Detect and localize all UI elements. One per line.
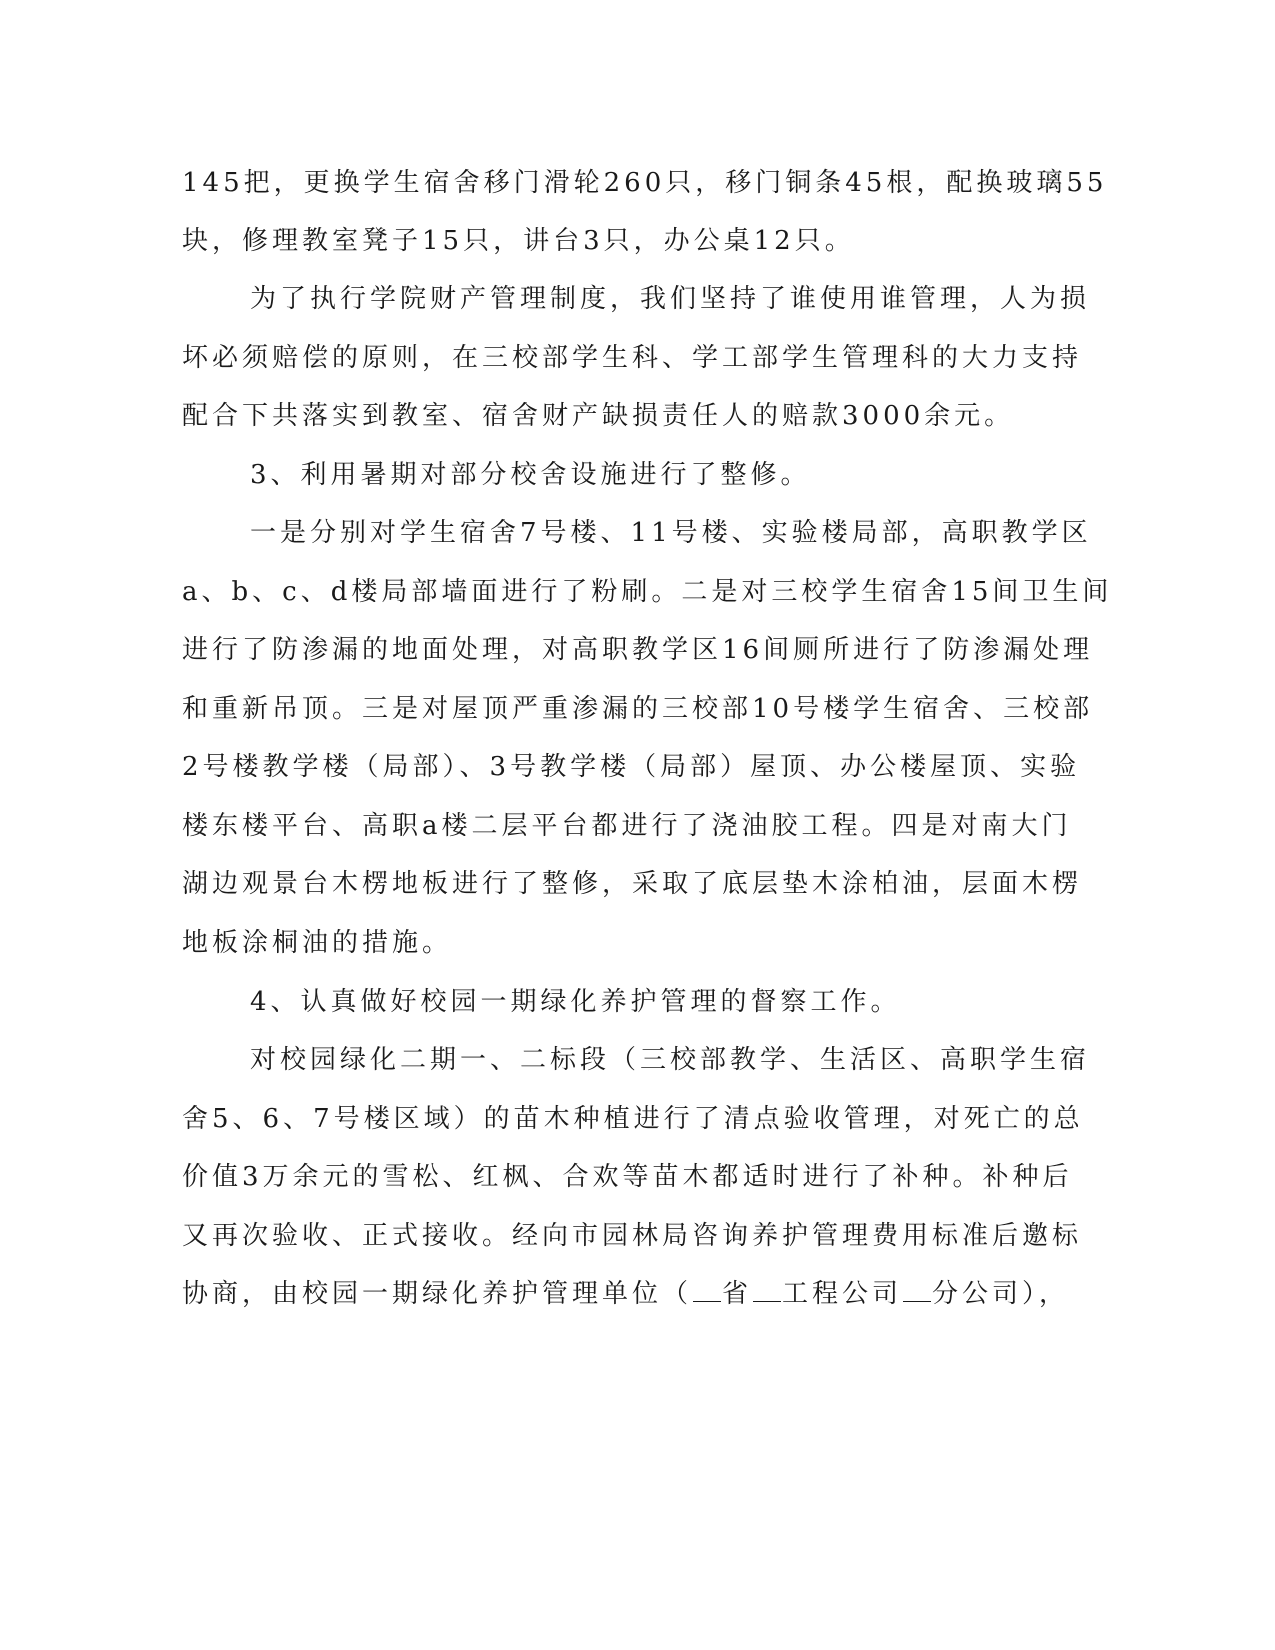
text-line: 2号楼教学楼（局部）、3号教学楼（局部）屋顶、办公楼屋顶、实验	[182, 752, 1081, 782]
text-line: 楼东楼平台、高职a楼二层平台都进行了浇油胶工程。四是对南大门	[182, 811, 1072, 841]
text-line: 又再次验收、正式接收。经向市园林局咨询养护管理费用标准后邀标	[182, 1221, 1083, 1251]
text-line: 湖边观景台木楞地板进行了整修，采取了底层垫木涂柏油，层面木楞	[182, 869, 1083, 899]
blank-underline	[903, 1279, 931, 1302]
blank-underline	[693, 1279, 721, 1302]
blank-underline	[753, 1279, 781, 1302]
text-segment: 分公司），	[932, 1279, 1070, 1309]
section-heading-3: 3、利用暑期对部分校舍设施进行了整修。	[250, 460, 811, 490]
text-line: 进行了防渗漏的地面处理，对高职教学区16间厕所进行了防渗漏处理	[182, 635, 1094, 665]
section-heading-4: 4、认真做好校园一期绿化养护管理的督察工作。	[250, 987, 901, 1017]
text-line: 配合下共落实到教室、宿舍财产缺损责任人的赔款3000余元。	[182, 401, 1015, 431]
text-line: 坏必须赔偿的原则，在三校部学生科、学工部学生管理科的大力支持	[182, 343, 1083, 373]
text-line: a、b、c、d楼局部墙面进行了粉刷。二是对三校学生宿舍15间卫生间	[182, 577, 1113, 607]
text-segment: 协商，由校园一期绿化养护管理单位（	[182, 1279, 693, 1309]
text-line: 块，修理教室凳子15只，讲台3只，办公桌12只。	[182, 226, 855, 256]
text-segment: 工程公司	[782, 1279, 903, 1309]
text-line: 价值3万余元的雪松、红枫、合欢等苗木都适时进行了补种。补种后	[182, 1162, 1073, 1192]
text-line: 145把，更换学生宿舍移门滑轮260只，移门铜条45根，配换玻璃55	[182, 168, 1108, 198]
paragraph-start-line: 一是分别对学生宿舍7号楼、11号楼、实验楼局部，高职教学区	[250, 518, 1092, 548]
paragraph-start-line: 为了执行学院财产管理制度，我们坚持了谁使用谁管理，人为损	[250, 284, 1091, 314]
text-segment: 省	[722, 1279, 753, 1309]
text-line: 地板涂桐油的措施。	[182, 928, 453, 958]
paragraph-start-line: 对校园绿化二期一、二标段（三校部教学、生活区、高职学生宿	[250, 1045, 1091, 1075]
text-line	[182, 1277, 1070, 1311]
text-line: 和重新吊顶。三是对屋顶严重渗漏的三校部10号楼学生宿舍、三校部	[182, 694, 1094, 724]
text-line: 舍5、6、7号楼区域）的苗木种植进行了清点验收管理，对死亡的总	[182, 1104, 1084, 1134]
